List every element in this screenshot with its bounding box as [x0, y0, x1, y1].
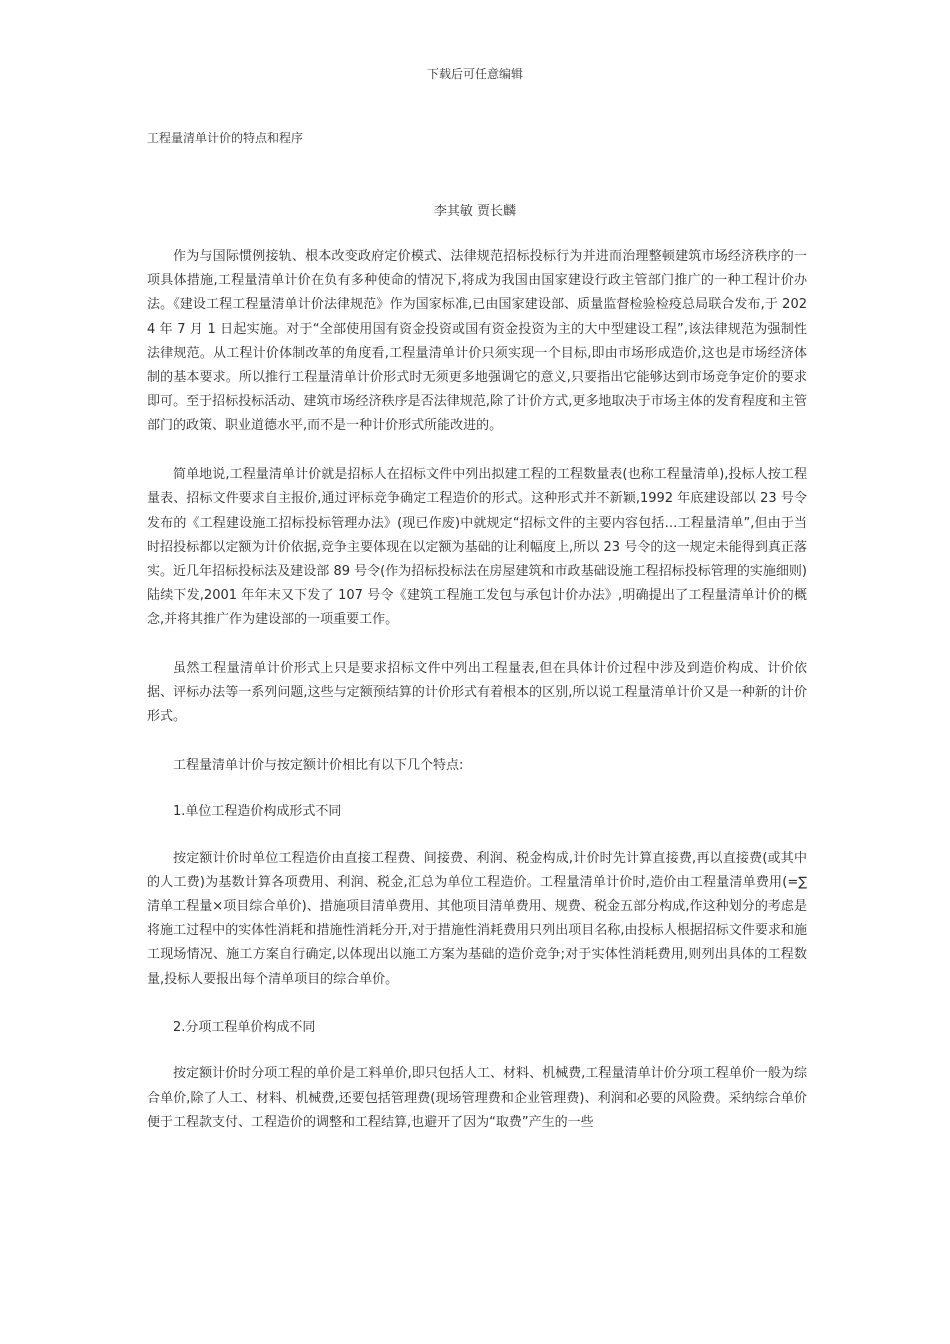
paragraph-intro: 作为与国际惯例接轨、根本改变政府定价模式、法律规范招标投标行为并进而治理整顿建筑市场经济秩序的一项具体措施,工程量清单计价在负有多种使命的情况下,将成为我国由国家建设行政主管部门推广的一种工程计价办法。《建设工程工程量清单计价法律规范》作为国家标准,已由国家建设部、质量监督检验检疫总局联合发布,于 2024 年 7 月 1 日起实施。对于“全部使用国有资金投资或国有资金投资为主的大中型建设工程”,该法律规范为强制性法律规范。从工程计价体制改革的角度看,工程量清单计价只须实现一个目标,即由市场形成造价,这也是市场经济体制的基本要求。所以推行工程量清单计价形式时无须更多地强调它的意义,只要指出它能够达到市场竞争定价的要求即可。至于招标投标活动、建筑市场经济秩序是否法律规范,除了计价方式,更多地取决于市场主体的发育程度和主管部门的政策、职业道德水平,而不是一种计价形式所能改进的。	[147, 249, 807, 434]
article-body	[147, 245, 807, 1160]
section-heading-1: 1.单位工程造价构成形式不同	[173, 804, 342, 820]
paragraph-section-1: 按定额计价时单位工程造价由直接工程费、间接费、利润、税金构成,计价时先计算直接费,再以直接费(或其中的人工费)为基数计算各项费用、利润、税金,汇总为单位工程造价。工程量清单计价时,造价由工程量清单费用(=∑清单工程量×项目综合单价)、措施项目清单费用、其他项目清单费用、规费、税金五部分构成,作这种划分的考虑是将施工过程中的实体性消耗和措施性消耗分开,对于措施性消耗费用只列出项目名称,由投标人根据招标文件要求和施工现场情况、施工方案自行确定,以体现出以施工方案为基础的造价竞争;对于实体性消耗费用,则列出具体的工程数量,投标人要报出每个清单项目的综合单价。	[147, 850, 807, 987]
authors-line: 李其敏 贾长麟	[433, 204, 517, 219]
paragraph-new-form: 虽然工程量清单计价形式上只是要求招标文件中列出工程量表,但在具体计价过程中涉及到造价构成、计价依据、评标办法等一系列问题,这些与定额预结算的计价形式有着根本的区别,所以说工程量清单计价又是一种新的计价形式。	[147, 661, 807, 725]
paragraph-section-2: 按定额计价时分项工程的单价是工料单价,即只包括人工、材料、机械费,工程量清单计价分项工程单价一般为综合单价,除了人工、材料、机械费,还要包括管理费(现场管理费和企业管理费)、利润和必要的风险费。采纳综合单价便于工程款支付、工程造价的调整和工程结算,也避开了因为“取费”产生的一些	[147, 1066, 807, 1130]
header-note: 下载后可任意编辑	[426, 67, 523, 81]
paragraph-features-intro: 工程量清单计价与按定额计价相比有以下几个特点:	[173, 758, 464, 774]
document-title: 工程量清单计价的特点和程序	[147, 131, 304, 145]
paragraph-definition: 简单地说,工程量清单计价就是招标人在招标文件中列出拟建工程的工程数量表(也称工程量清单),投标人按工程量表、招标文件要求自主报价,通过评标竞争确定工程造价的形式。这种形式并不新颖,1992 年底建设部以 23 号令发布的《工程建设施工招标投标管理办法》(现已作废)中就规定“招标文件的主要内容包括…工程量清单”,但由于当时招投标都以定额为计价依据,竞争主要体现在以定额为基础的让利幅度上,所以 23 号令的这一规定未能得到真正落实。近几年招标投标法及建设部 89 号令(作为招标投标法在房屋建筑和市政基础设施工程招标投标管理的实施细则)陆续下发,2001 年年末又下发了 107 号令《建筑工程施工发包与承包计价办法》,明确提出了工程量清单计价的概念,并将其推广作为建设部的一项重要工作。	[147, 467, 807, 628]
section-heading-2: 2.分项工程单价构成不同	[173, 1020, 316, 1036]
